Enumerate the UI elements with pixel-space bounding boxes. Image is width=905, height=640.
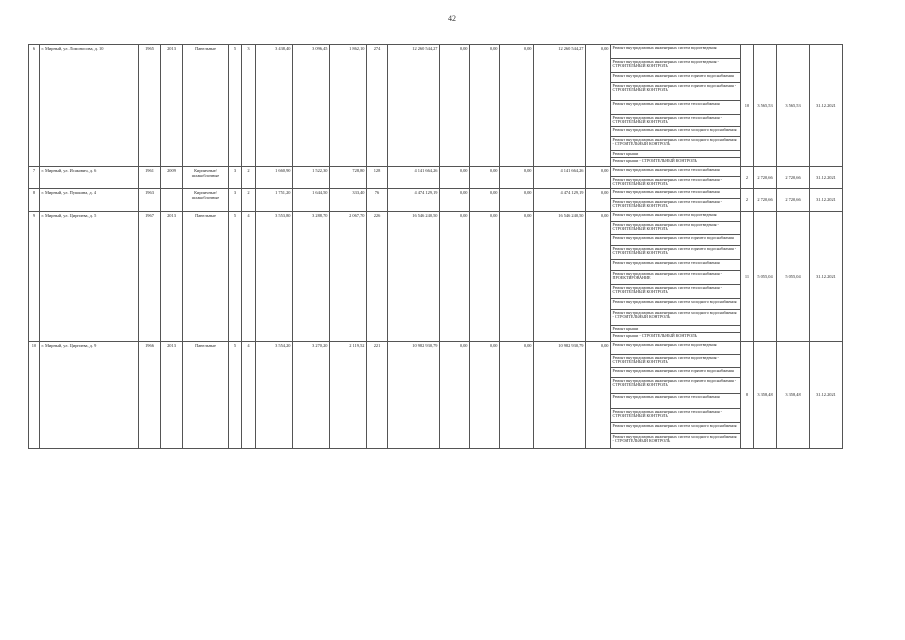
limit-per-sqm: 3 565,53	[777, 45, 810, 167]
work-item: Ремонт внутридомовых инженерных систем горячего водоснабжения - СТРОИТЕЛЬНЫЙ КОНТРОЛЬ	[611, 83, 741, 101]
work-item: Ремонт внутридомовых инженерных систем водоотведения	[611, 342, 741, 355]
work-item: Ремонт крыши - СТРОИТЕЛЬНЫЙ КОНТРОЛЬ	[611, 158, 741, 167]
work-item: Ремонт внутридомовых инженерных систем водоотведения - СТРОИТЕЛЬНЫЙ КОНТРОЛЬ	[611, 355, 741, 368]
capital-repair-table	[28, 44, 878, 449]
address: г. Мирный, ул. Ломоносова, д. 10	[40, 45, 139, 167]
address: г. Мирный, ул. Исакович, д. 6	[40, 167, 139, 189]
area-nonliving: 333,40	[330, 189, 367, 212]
deadline: 31.12.2021	[810, 45, 843, 167]
limit-per-sqm: 3 358,48	[777, 342, 810, 449]
work-item: Ремонт внутридомовых инженерных систем водоотведения - СТРОИТЕЛЬНЫЙ КОНТРОЛЬ	[611, 222, 741, 235]
work-item: Ремонт внутридомовых инженерных систем горячего водоснабжения	[611, 368, 741, 378]
work-item: Ремонт внутридомовых инженерных систем теплоснабжения - СТРОИТЕЛЬНЫЙ КОНТРОЛЬ	[611, 199, 741, 212]
year-repair: 2013	[161, 45, 183, 167]
residents: 226	[367, 212, 388, 342]
wall-material: Кирпичные/шлакоблочные	[183, 167, 229, 189]
row-number: 7	[29, 167, 40, 189]
limit-per-sqm: 2 720,66	[777, 189, 810, 212]
fund-source-4: 4 141 664,26	[534, 167, 586, 189]
fund-source-3: 0,00	[500, 167, 534, 189]
wall-material: Панельные	[183, 45, 229, 167]
year-built: 1965	[139, 45, 161, 167]
fund-source-3: 0,00	[500, 212, 534, 342]
work-item: Ремонт внутридомовых инженерных систем горячего водоснабжения - СТРОИТЕЛЬНЫЙ КОНТРОЛЬ	[611, 378, 741, 394]
year-repair	[161, 189, 183, 212]
work-item: Ремонт внутридомовых инженерных систем водоотведения - СТРОИТЕЛЬНЫЙ КОНТРОЛЬ	[611, 59, 741, 73]
cost-total: 10 982 930,79	[388, 342, 440, 449]
floors: 5	[229, 342, 242, 449]
work-item: Ремонт крыши	[611, 151, 741, 158]
entrances: 3	[242, 45, 256, 167]
work-item: Ремонт внутридомовых инженерных систем холодного водоснабжения	[611, 423, 741, 434]
residents: 221	[367, 342, 388, 449]
wall-material: Кирпичные/шлакоблочные	[183, 189, 229, 212]
work-item: Ремонт крыши - СТРОИТЕЛЬНЫЙ КОНТРОЛЬ	[611, 333, 741, 342]
floors: 5	[229, 212, 242, 342]
table-row	[29, 212, 878, 222]
cost-total: 4 474 129,19	[388, 189, 440, 212]
table-row	[29, 189, 878, 199]
work-item: Ремонт внутридомовых инженерных систем теплоснабжения	[611, 167, 741, 177]
year-built: 1967	[139, 212, 161, 342]
work-item: Ремонт внутридомовых инженерных систем теплоснабжения - СТРОИТЕЛЬНЫЙ КОНТРОЛЬ	[611, 177, 741, 189]
deadline: 31.12.2021	[810, 212, 843, 342]
area-nonliving: 2 119,52	[330, 342, 367, 449]
entrances: 2	[242, 189, 256, 212]
area-total: 3 438,40	[256, 45, 293, 167]
row-number: 10	[29, 342, 40, 449]
work-item: Ремонт внутридомовых инженерных систем горячего водоснабжения	[611, 235, 741, 246]
fund-source-2: 0,00	[470, 45, 500, 167]
fund-source-1: 0,00	[440, 167, 470, 189]
work-item: Ремонт внутридомовых инженерных систем теплоснабжения	[611, 189, 741, 199]
cost-per-sqm: 3 565,53	[754, 45, 777, 167]
table-row	[29, 45, 878, 59]
work-count: 10	[741, 45, 754, 167]
year-built: 1966	[139, 342, 161, 449]
work-count: 2	[741, 189, 754, 212]
work-count: 2	[741, 167, 754, 189]
area-nonliving: 728,80	[330, 167, 367, 189]
work-item: Ремонт внутридомовых инженерных систем теплоснабжения - СТРОИТЕЛЬНЫЙ КОНТРОЛЬ	[611, 409, 741, 423]
work-item: Ремонт внутридомовых инженерных систем теплоснабжения - СТРОИТЕЛЬНЫЙ КОНТРОЛЬ	[611, 115, 741, 127]
deadline: 31.12.2021	[810, 167, 843, 189]
area-total: 3 554,20	[256, 342, 293, 449]
row-number: 9	[29, 212, 40, 342]
cost-total: 4 141 664,26	[388, 167, 440, 189]
work-item: Ремонт крыши	[611, 326, 741, 333]
residents: 128	[367, 167, 388, 189]
area-living: 1 644,50	[293, 189, 330, 212]
cost-per-sqm: 3 358,48	[754, 342, 777, 449]
floors: 5	[229, 45, 242, 167]
floors: 3	[229, 189, 242, 212]
entrances: 4	[242, 212, 256, 342]
fund-source-4: 16 546 240,50	[534, 212, 586, 342]
work-item: Ремонт внутридомовых инженерных систем холодного водоснабжения - СТРОИТЕЛЬНЫЙ КОНТРОЛЬ	[611, 310, 741, 326]
fund-source-2: 0,00	[470, 212, 500, 342]
fund-source-5: 0,00	[586, 189, 611, 212]
wall-material: Панельные	[183, 342, 229, 449]
address: г. Мирный, ул. Циргиева, д. 9	[40, 342, 139, 449]
fund-source-3: 0,00	[500, 342, 534, 449]
table-row	[29, 167, 878, 177]
residents: 76	[367, 189, 388, 212]
area-living: 3 096,45	[293, 45, 330, 167]
limit-per-sqm: 2 720,66	[777, 167, 810, 189]
area-total: 1 751,20	[256, 189, 293, 212]
entrances: 2	[242, 167, 256, 189]
year-repair: 2009	[161, 167, 183, 189]
fund-source-4: 10 982 930,79	[534, 342, 586, 449]
wall-material: Панельные	[183, 212, 229, 342]
work-item: Ремонт внутридомовых инженерных систем водоотведения	[611, 45, 741, 59]
area-nonliving: 2 067,70	[330, 212, 367, 342]
work-item: Ремонт внутридомовых инженерных систем теплоснабжения	[611, 260, 741, 271]
row-number: 6	[29, 45, 40, 167]
fund-source-2: 0,00	[470, 342, 500, 449]
work-item: Ремонт внутридомовых инженерных систем теплоснабжения	[611, 101, 741, 115]
area-total: 1 660,90	[256, 167, 293, 189]
cost-total: 16 546 240,50	[388, 212, 440, 342]
work-count: 8	[741, 342, 754, 449]
area-living: 3 270,20	[293, 342, 330, 449]
work-item: Ремонт внутридомовых инженерных систем теплоснабжения - ПРОЕКТИРОВАНИЕ	[611, 271, 741, 285]
cost-per-sqm: 5 055,04	[754, 212, 777, 342]
year-built: 1963	[139, 189, 161, 212]
fund-source-5: 0,00	[586, 342, 611, 449]
fund-source-4: 12 260 544,27	[534, 45, 586, 167]
cost-per-sqm: 2 720,66	[754, 167, 777, 189]
row-number: 8	[29, 189, 40, 212]
fund-source-1: 0,00	[440, 45, 470, 167]
fund-source-2: 0,00	[470, 189, 500, 212]
work-item: Ремонт внутридомовых инженерных систем холодного водоснабжения	[611, 127, 741, 137]
fund-source-1: 0,00	[440, 189, 470, 212]
residents: 274	[367, 45, 388, 167]
table-row	[29, 342, 878, 355]
fund-source-3: 0,00	[500, 45, 534, 167]
work-item: Ремонт внутридомовых инженерных систем холодного водоснабжения	[611, 299, 741, 310]
table-body	[29, 45, 878, 449]
deadline: 31.12.2021	[810, 189, 843, 212]
work-item: Ремонт внутридомовых инженерных систем теплоснабжения	[611, 394, 741, 409]
area-living: 1 522,30	[293, 167, 330, 189]
page-number: 42	[448, 14, 456, 23]
area-living: 3 288,70	[293, 212, 330, 342]
work-item: Ремонт внутридомовых инженерных систем водоотведения	[611, 212, 741, 222]
work-item: Ремонт внутридомовых инженерных систем горячего водоснабжения - СТРОИТЕЛЬНЫЙ КОНТРОЛЬ	[611, 246, 741, 260]
cost-total: 12 260 544,27	[388, 45, 440, 167]
work-item: Ремонт внутридомовых инженерных систем холодного водоснабжения - СТРОИТЕЛЬНЫЙ КОНТРОЛЬ	[611, 434, 741, 449]
work-item: Ремонт внутридомовых инженерных систем холодного водоснабжения - СТРОИТЕЛЬНЫЙ КОНТРОЛЬ	[611, 137, 741, 151]
area-total: 3 553,80	[256, 212, 293, 342]
work-item: Ремонт внутридомовых инженерных систем горячего водоснабжения	[611, 73, 741, 83]
address: г. Мирный, ул. Циргиева, д. 5	[40, 212, 139, 342]
fund-source-5: 0,00	[586, 45, 611, 167]
fund-source-2: 0,00	[470, 167, 500, 189]
limit-per-sqm: 5 055,04	[777, 212, 810, 342]
year-built: 1961	[139, 167, 161, 189]
deadline: 31.12.2021	[810, 342, 843, 449]
fund-source-3: 0,00	[500, 189, 534, 212]
fund-source-1: 0,00	[440, 342, 470, 449]
floors: 3	[229, 167, 242, 189]
address: г. Мирный, ул. Пушкина, д. 4	[40, 189, 139, 212]
year-repair: 2013	[161, 342, 183, 449]
entrances: 4	[242, 342, 256, 449]
work-count: 11	[741, 212, 754, 342]
cost-per-sqm: 2 720,66	[754, 189, 777, 212]
fund-source-4: 4 474 129,19	[534, 189, 586, 212]
fund-source-1: 0,00	[440, 212, 470, 342]
work-item: Ремонт внутридомовых инженерных систем теплоснабжения - СТРОИТЕЛЬНЫЙ КОНТРОЛЬ	[611, 285, 741, 299]
area-nonliving: 1 862,10	[330, 45, 367, 167]
fund-source-5: 0,00	[586, 167, 611, 189]
year-repair: 2013	[161, 212, 183, 342]
fund-source-5: 0,00	[586, 212, 611, 342]
